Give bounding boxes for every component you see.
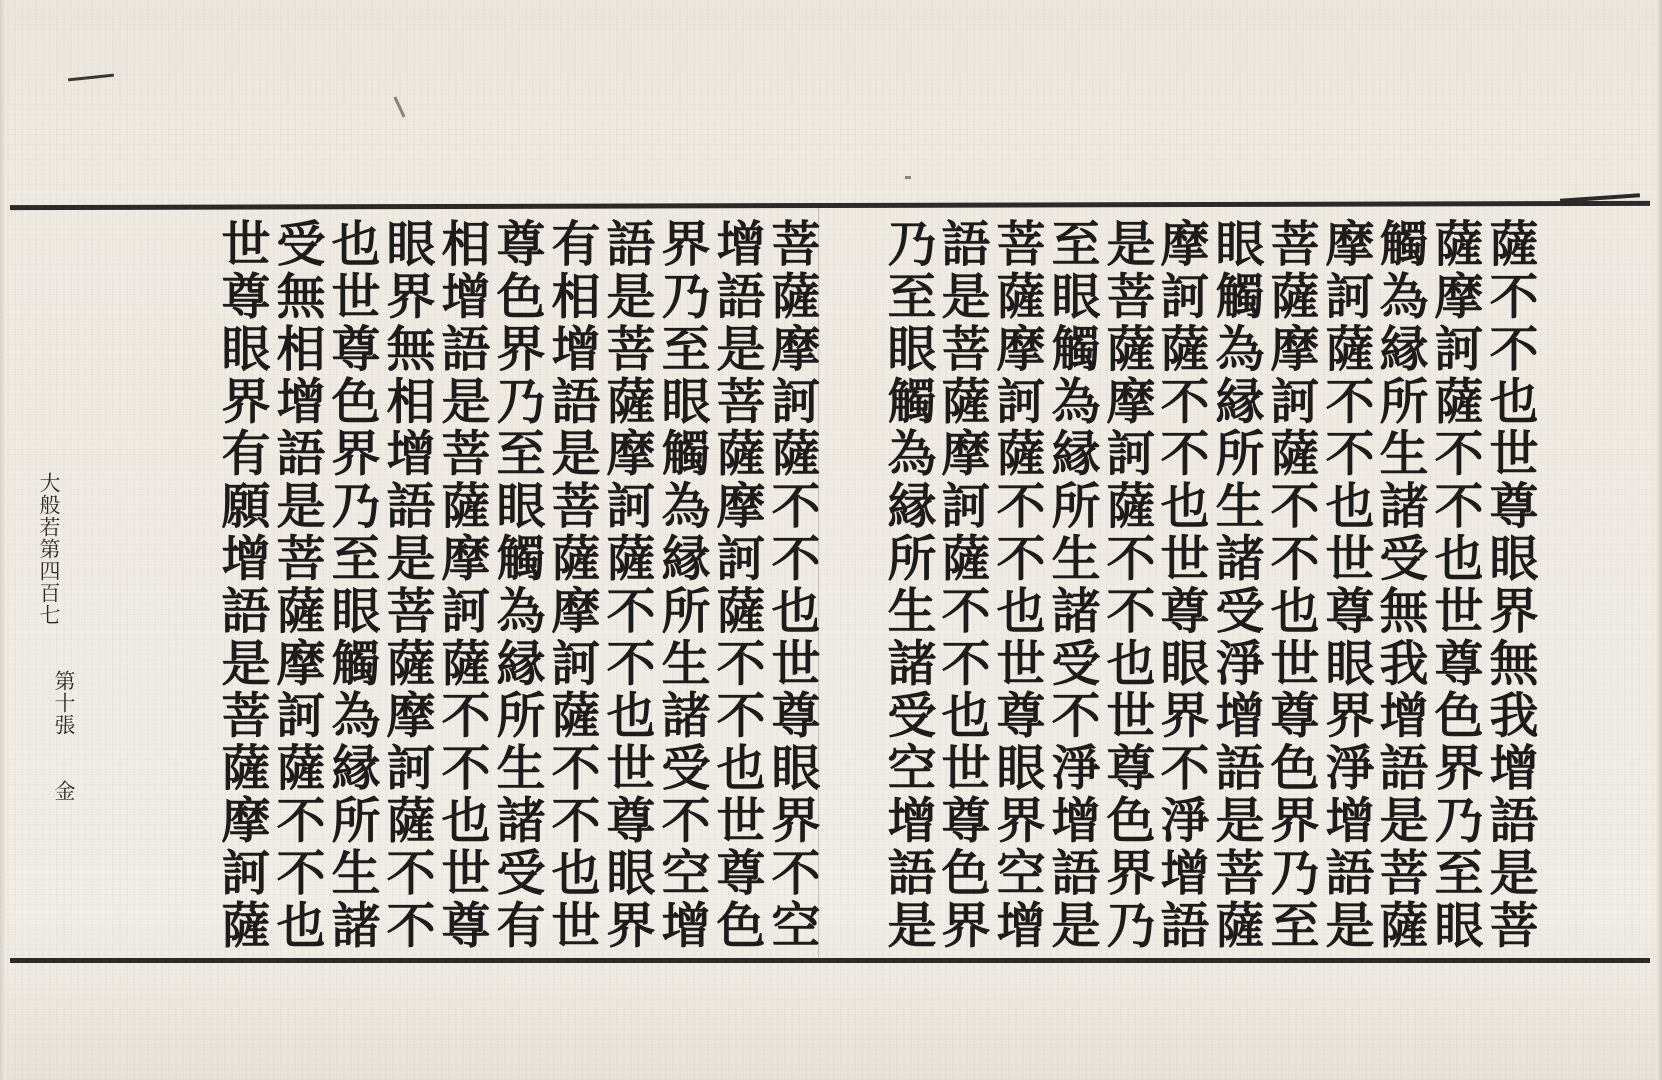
text-column: 眼觸為縁所生諸受淨增語是菩薩 [1208,218,1266,952]
text-column: 尊色界乃至眼觸為縁所生諸受有 [489,218,547,952]
text-column: 乃至眼觸為縁所生諸受空增語是 [880,218,938,952]
text-column: 眼界無相增語是菩薩摩訶薩不不 [379,218,437,952]
page-left-edge [0,0,6,1080]
text-column: 是菩薩摩訶薩不不也世尊色界乃 [1099,218,1157,952]
text-column: 語是菩薩摩訶薩不不也世尊色界 [934,218,992,952]
text-column: 薩摩訶薩不不也世尊色界乃至眼 [1427,218,1485,952]
text-column: 有相增語是菩薩摩訶薩不不也世 [544,218,602,952]
text-column: 相增語是菩薩摩訶薩不不也世尊 [434,218,492,952]
text-column: 界乃至眼觸為縁所生諸受不空增 [654,218,712,952]
ink-speck-mark [393,96,405,117]
top-border-rule [10,201,1650,210]
text-column: 也世尊色界乃至眼觸為縁所生諸 [324,218,382,952]
text-column: 薩不不也世尊眼界無我增語是菩 [1482,218,1540,952]
text-column: 菩薩摩訶薩不不也世尊色界乃至 [1263,218,1321,952]
text-column: 觸為縁所生諸受無我增語是菩薩 [1372,218,1430,952]
text-column: 菩薩摩訶薩不不也世尊眼界不空 [764,218,822,952]
text-column: 受無相增語是菩薩摩訶薩不不也 [269,218,327,952]
bottom-border-rule [10,958,1650,963]
text-column: 增語是菩薩摩訶薩不不也世尊色 [709,218,767,952]
page-right-edge [1656,0,1662,1080]
text-column: 至眼觸為縁所生諸受不淨增語是 [1044,218,1102,952]
text-column: 摩訶薩不不也世尊眼界淨增語是 [1318,218,1376,952]
text-column: 世尊眼界有願增語是菩薩摩訶薩 [214,218,272,952]
text-column: 語是菩薩摩訶薩不不也世尊眼界 [599,218,657,952]
text-column: 菩薩摩訶薩不不也世尊眼界空增 [989,218,1047,952]
ink-stroke-mark [68,74,114,82]
text-column: 摩訶薩不不也世尊眼界不淨增語 [1153,218,1211,952]
margin-page-number: 第十張 [52,670,76,736]
ink-speck-mark [905,176,911,179]
margin-title: 大般若第四百七 [37,472,61,626]
margin-mark: 金 [52,780,76,801]
